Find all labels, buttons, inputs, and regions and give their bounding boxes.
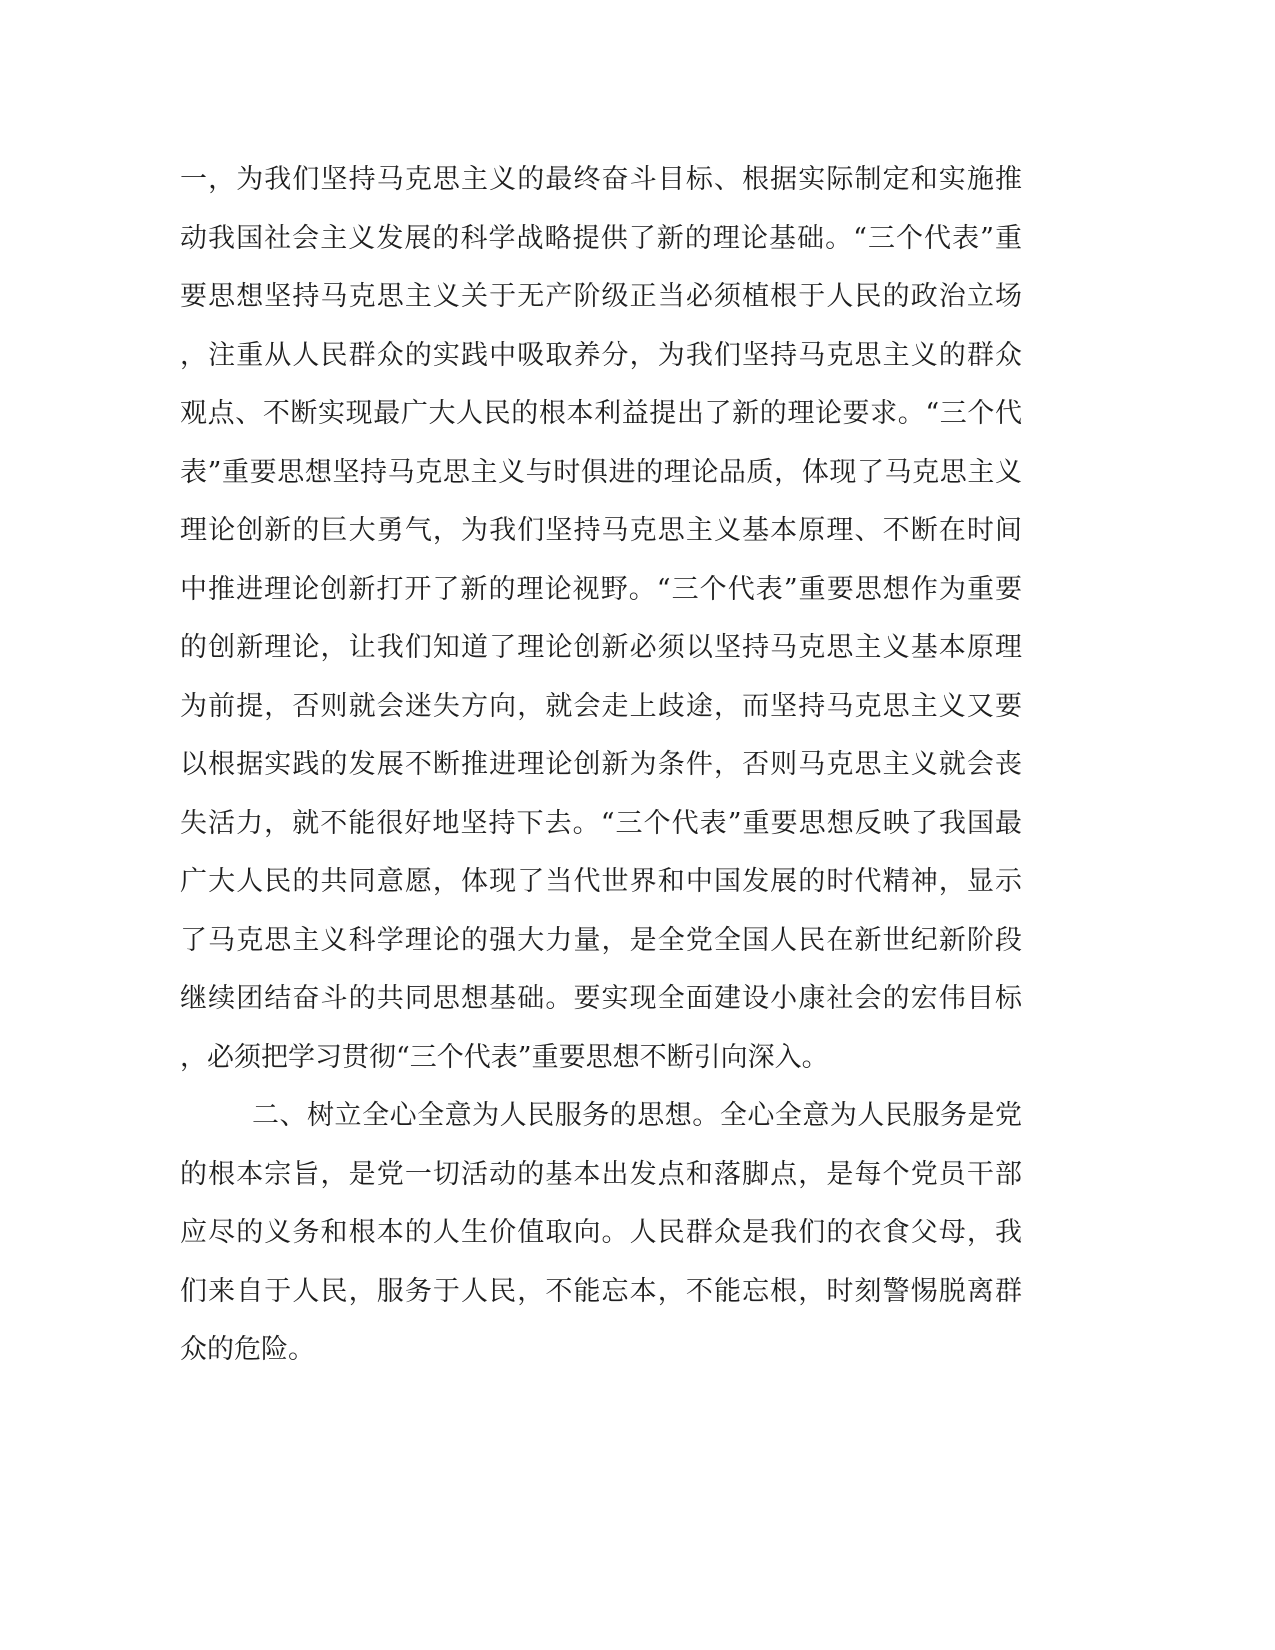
text-line: 观点、不断实现最广大人民的根本利益提出了新的理论要求。“三个代	[180, 398, 1022, 429]
paragraph-1	[180, 151, 1022, 1087]
text-line: 中推进理论创新打开了新的理论视野。“三个代表”重要思想作为重要	[180, 573, 1022, 605]
text-line: 一，为我们坚持马克思主义的最终奋斗目标、根据实际制定和实施推	[180, 164, 1022, 195]
text-line: ，注重从人民群众的实践中吸取养分，为我们坚持马克思主义的群众	[180, 339, 1022, 371]
text-line: 要思想坚持马克思主义关于无产阶级正当必须植根于人民的政治立场	[180, 281, 1022, 312]
paragraph-2	[180, 1087, 1022, 1380]
text-line: 了马克思主义科学理论的强大力量，是全党全国人民在新世纪新阶段	[180, 924, 1022, 956]
text-line: 为前提，否则就会迷失方向，就会走上歧途，而坚持马克思主义又要	[180, 690, 1022, 722]
text-line: 的创新理论，让我们知道了理论创新必须以坚持马克思主义基本原理	[180, 632, 1022, 663]
text-line: 应尽的义务和根本的人生价值取向。人民群众是我们的衣食父母，我	[180, 1217, 1022, 1248]
text-line: 们来自于人民，服务于人民，不能忘本，不能忘根，时刻警惕脱离群	[180, 1275, 1022, 1307]
text-line: 众的危险。	[180, 1334, 315, 1365]
text-line: 失活力，就不能很好地坚持下去。“三个代表”重要思想反映了我国最	[180, 807, 1022, 839]
text-line: ，必须把学习贯彻“三个代表”重要思想不断引向深入。	[180, 1041, 829, 1073]
text-line: 继续团结奋斗的共同思想基础。要实现全面建设小康社会的宏伟目标	[180, 983, 1022, 1014]
text-line: 以根据实践的发展不断推进理论创新为条件，否则马克思主义就会丧	[180, 749, 1022, 780]
text-line: 广大人民的共同意愿，体现了当代世界和中国发展的时代精神，显示	[180, 866, 1022, 897]
text-line: 表”重要思想坚持马克思主义与时俱进的理论品质，体现了马克思主义	[180, 456, 1022, 488]
text-line: 理论创新的巨大勇气，为我们坚持马克思主义基本原理、不断在时间	[180, 515, 1022, 546]
body-text	[180, 151, 1022, 1380]
text-line: 动我国社会主义发展的科学战略提供了新的理论基础。“三个代表”重	[180, 222, 1022, 254]
text-line: 二、树立全心全意为人民服务的思想。全心全意为人民服务是党	[252, 1100, 1022, 1131]
text-line: 的根本宗旨，是党一切活动的基本出发点和落脚点，是每个党员干部	[180, 1158, 1022, 1190]
